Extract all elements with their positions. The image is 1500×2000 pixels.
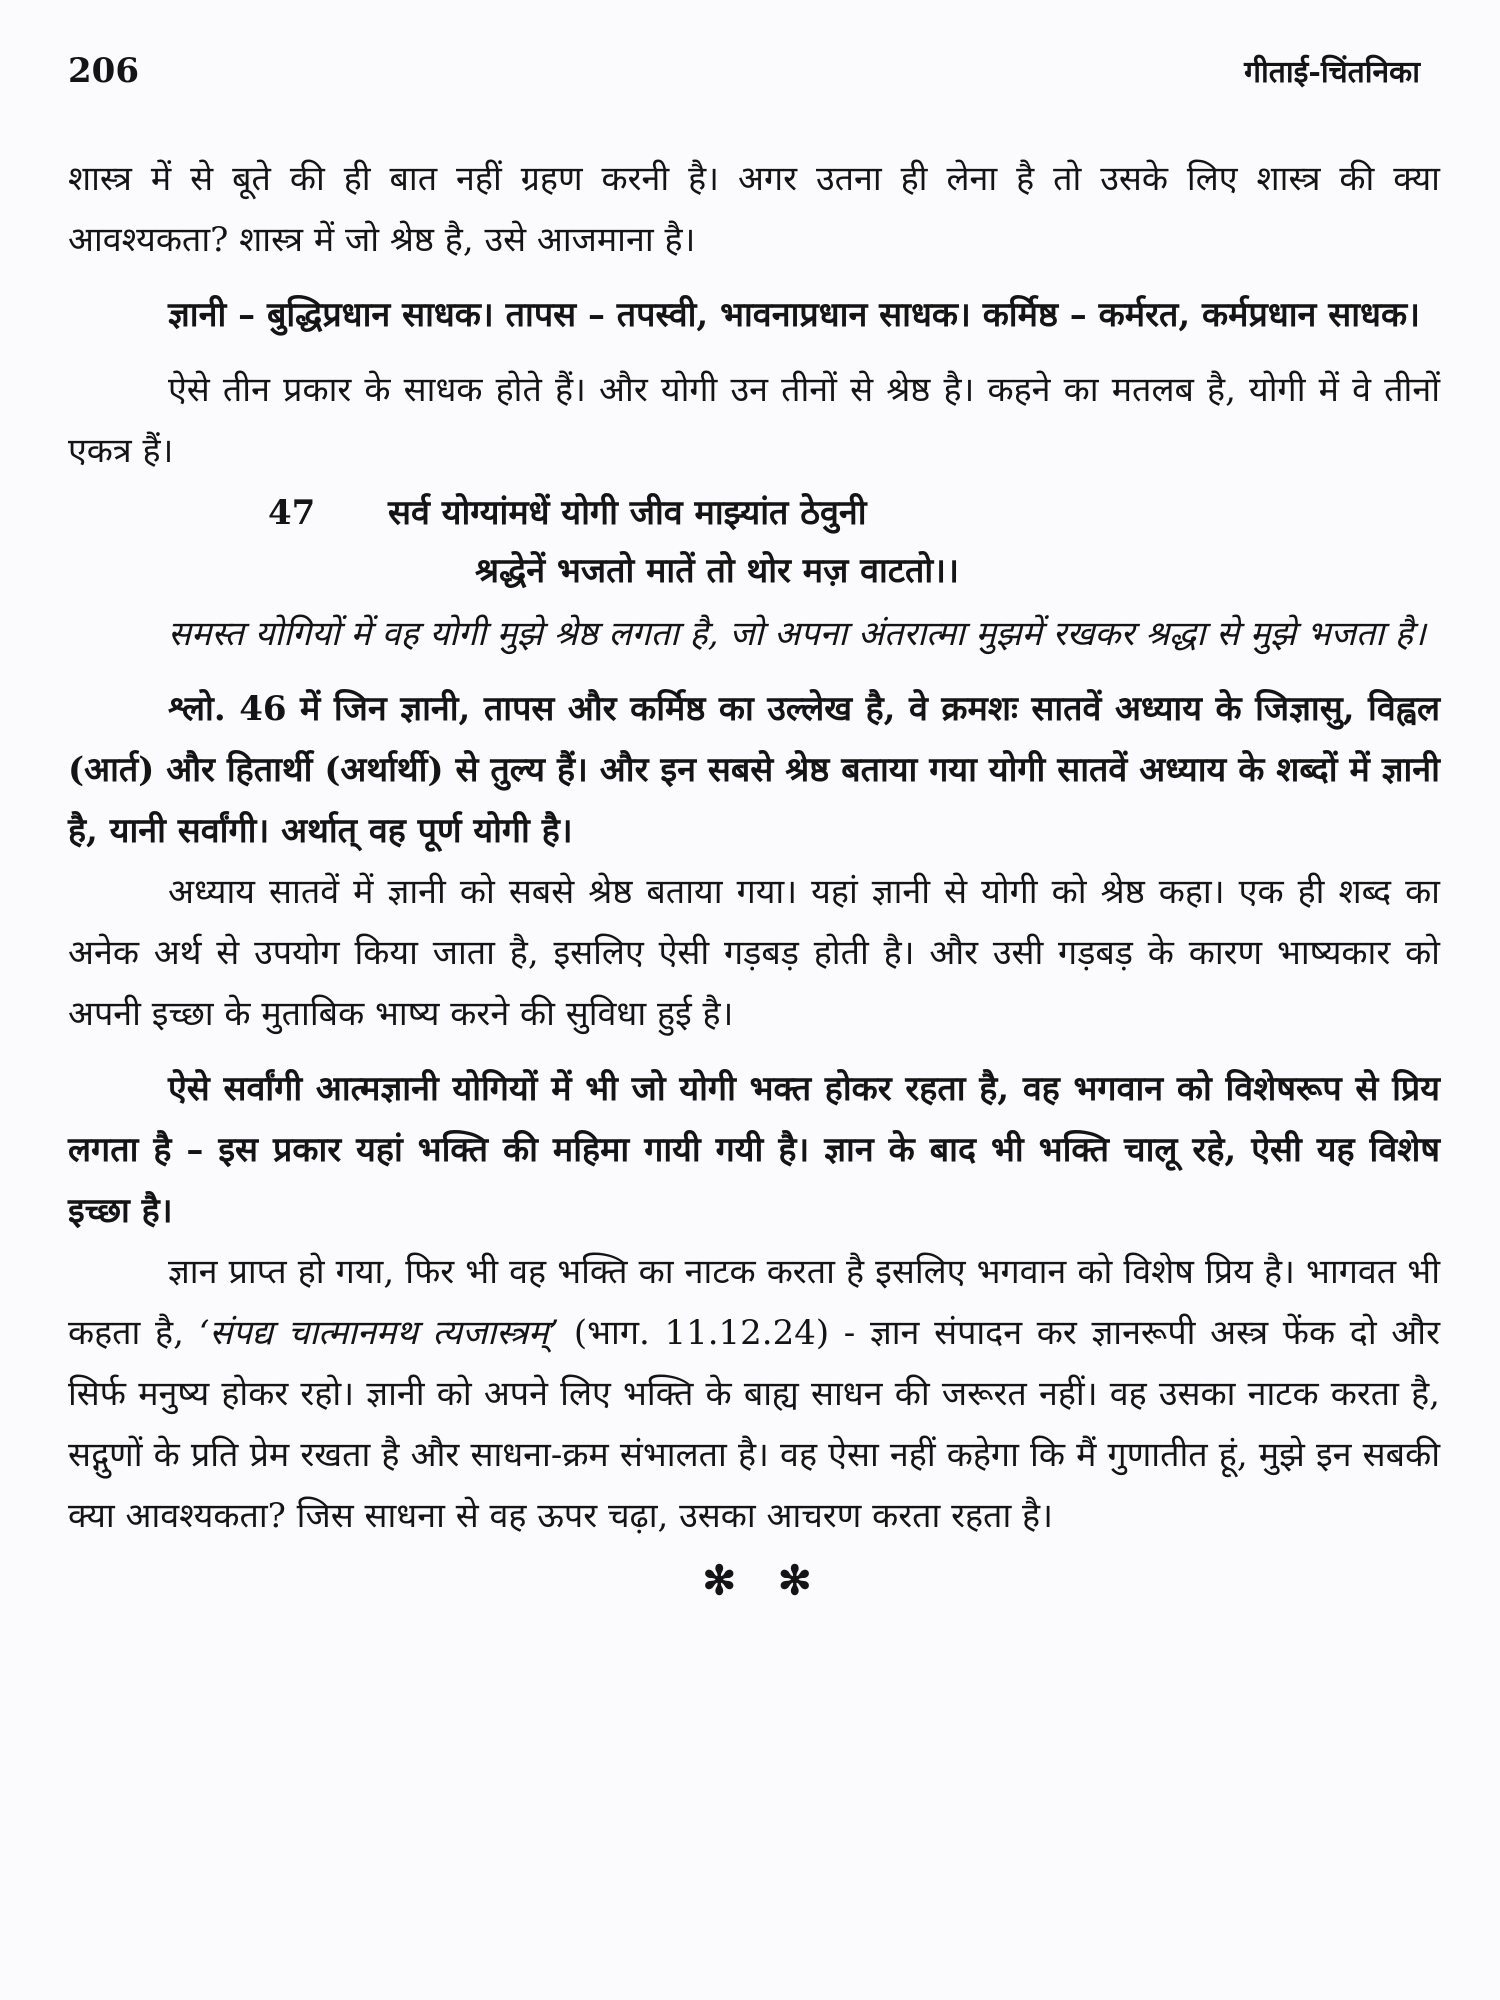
verse-number: 47	[268, 493, 316, 533]
paragraph-6: अध्याय सातवें में ज्ञानी को सबसे श्रेष्ठ बताया गया। यहां ज्ञानी से योगी को श्रेष्ठ कहा। एक ही शब्द का अनेक अर्थ से उपयोग किया जाता है, इसलिए ऐसी गड़बड़ होती है। और उसी गड़बड़ के कारण भाष्यकार को अपनी इच्छा के मुताबिक भाष्य करने की सुविधा हुई है।	[68, 872, 1440, 1034]
paragraph-8	[68, 1242, 1440, 1547]
paragraph-commentary-bold-2: ऐसे सर्वांगी आत्मज्ञानी योगियों में भी जो योगी भक्त होकर रहता है, वह भगवान को विशेषरूप से प्रिय लगता है – इस प्रकार यहां भक्ति की महिमा गायी गयी है। ज्ञान के बाद भी भक्ति चालू रहे, ऐसी यह विशेष इच्छा है।	[68, 1069, 1440, 1231]
page-body	[68, 149, 1440, 1547]
running-title: गीताई-चिंतनिका	[1244, 55, 1420, 90]
paragraph-commentary-bold-1: श्लो. 46 में जिन ज्ञानी, तापस और कर्मिष्ठ का उल्लेख है, वे क्रमशः सातवें अध्याय के जिज्ञासु, विह्वल (आर्त) और हितार्थी (अर्थार्थी) से तुल्य हैं। और इन सबसे श्रेष्ठ बताया गया योगी सातवें अध्याय के शब्दों में ज्ञानी है, यानी सर्वांगी। अर्थात् वह पूर्ण योगी है।	[68, 689, 1440, 851]
paragraph-8-text-b: (भाग. 11.12.24) - ज्ञान संपादन कर ज्ञानरूपी अस्त्र फेंक दो और सिर्फ मनुष्य होकर रहो। ज्ञानी को अपने लिए भक्ति के बाह्य साधन की जरूरत नहीं। वह उसका नाटक करता है, सद्गुणों के प्रति प्रेम रखता है और साधना-क्रम संभालता है। वह ऐसा नहीं कहेगा कि मैं गुणातीत हूं, मुझे इन सबकी क्या आवश्यकता? जिस साधना से वह ऊपर चढ़ा, उसका आचरण करता रहता है।	[68, 1313, 1440, 1536]
verse-translation: समस्त योगियों में वह योगी मुझे श्रेष्ठ लगता है, जो अपना अंतरात्मा मुझमें रखकर श्रद्धा से मुझे भजता है।	[168, 614, 1426, 654]
page-header	[68, 50, 1440, 91]
verse-line-2: श्रद्धेनें भजतो मातें तो थोर मज़ वाटतो।।	[475, 551, 959, 591]
paragraph-3: ऐसे तीन प्रकार के साधक होते हैं। और योगी उन तीनों से श्रेष्ठ है। कहने का मतलब है, योगी में वे तीनों एकत्र हैं।	[68, 370, 1440, 471]
verse-line-1	[68, 484, 1440, 542]
paragraph-8-text-a: ज्ञान प्राप्त हो गया, फिर भी वह भक्ति का नाटक करता है इसलिए भगवान को विशेष प्रिय है। भागवत भी कहता है,	[68, 1252, 1441, 1353]
verse-text-1: सर्व योग्यांमधें योगी जीव माझ्यांत ठेवुनी	[388, 493, 867, 533]
paragraph-definitions: ज्ञानी – बुद्धिप्रधान साधक। तापस – तपस्वी, भावनाप्रधान साधक। कर्मिष्ठ – कर्मरत, कर्मप्रधान साधक।	[168, 295, 1420, 335]
page-number: 206	[68, 51, 139, 91]
section-separator: ✻ ✻	[702, 1557, 826, 1604]
verse-block	[68, 484, 1440, 600]
paragraph-1: शास्त्र में से बूते की ही बात नहीं ग्रहण करनी है। अगर उतना ही लेना है तो उसके लिए शास्त्र की क्या आवश्यकता? शास्त्र में जो श्रेष्ठ है, उसे आजमाना है।	[68, 159, 1440, 260]
bhagavat-quote: ‘संपद्य चात्मानमथ त्यजास्त्रम्’	[198, 1313, 560, 1353]
